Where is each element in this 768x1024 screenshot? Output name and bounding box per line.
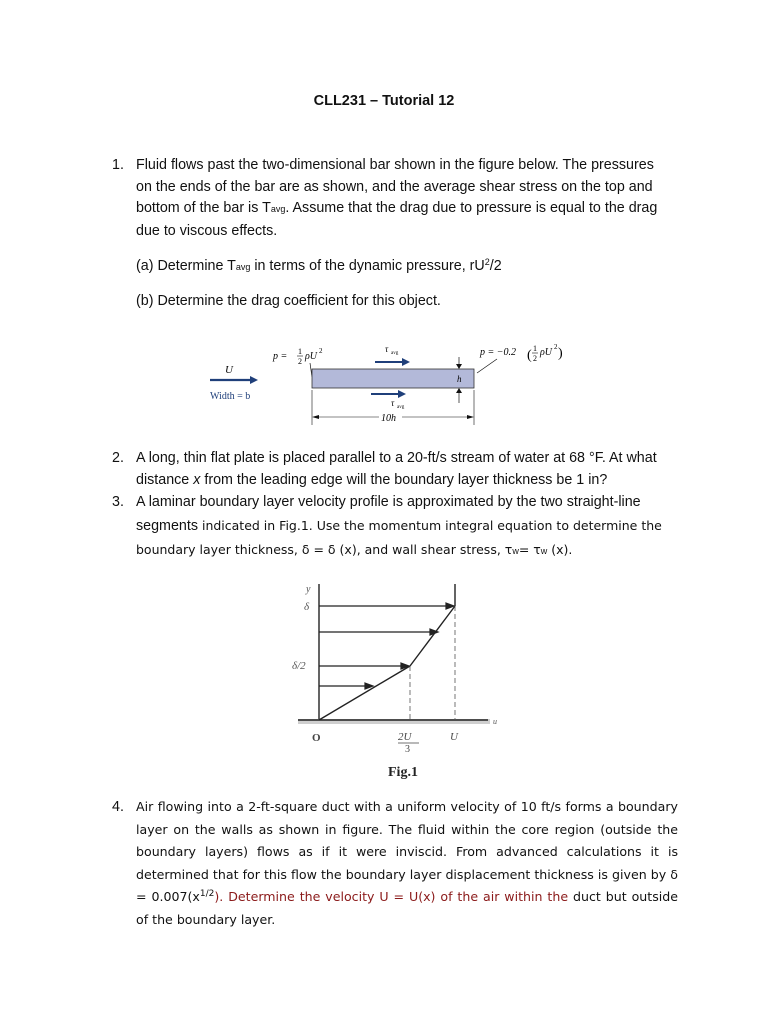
label-u: U [225,364,233,376]
label-10h: 10h [381,413,396,424]
svg-text:): ) [558,346,563,361]
label-tau-bottom: τ [391,398,395,408]
frac-num: 1 [533,344,537,353]
question-text [136,490,672,563]
text-segment: A laminar boundary layer velocity profile is approximated by the two straight-line segments [136,494,641,534]
text-segment: duct but outside of the boundary layer. [136,889,678,927]
frac-den: 2 [298,357,302,366]
superscript: 2 [554,343,558,351]
subscript: w [540,546,548,556]
subscript: avg [391,351,399,356]
text-segment: Fluid flows past the two-dimensional bar shown in the figure below. The pressures on the ends of the bar are as shown, and the average shear stress on the top and bottom of the bar is T [136,157,654,216]
question-1 [112,155,672,242]
text-segment: . Assume that the drag due to pressure is equal to the drag due to viscous effects. [136,200,658,239]
bar-figure [195,335,570,430]
label-p-left: p = [273,351,288,362]
question-text [136,796,678,931]
text-segment: indicated in Fig.1. Use the momentum integral equation to determine the boundary layer thickness, δ = δ (x), and wall shear stress, τ [136,518,662,557]
superscript: 2 [484,257,490,267]
question-1-part-b: (b) Determine the drag coefficient for this object. [136,293,441,309]
svg-text:(: ( [527,348,532,363]
frac-num: 1 [298,347,302,356]
page-title: CLL231 – Tutorial 12 [313,93,455,109]
text-segment: = τ [518,542,541,557]
question-3 [112,490,672,563]
label-p-right: p = −0.2 [480,347,516,358]
label-delta: δ [304,601,310,613]
question-4 [112,796,678,931]
label-rho-u2: ρU [540,347,553,358]
question-2 [112,448,672,491]
text-segment: Air flowing into a 2-ft-square duct with a uniform velocity of 10 ft/s forms a boundary layer on the walls as shown in figure. The fluid within the core region (outside the boundary layers) flows as if it were inviscid. From advanced calculations it is determined that for this flow the boundary layer displacement thickness is given by δ = 0.007(x [136,799,678,904]
label-origin: O [312,732,321,744]
text-segment: from the leading edge will the boundary layer thickness be 1 in? [200,471,608,488]
subscript: avg [235,262,251,272]
text-segment-red: ). Determine the velocity U = U(x) of the air within the [214,889,569,904]
question-number: 4. [112,799,124,815]
subscript: w [512,546,519,556]
label-h: h [457,374,462,384]
label-tau-top: τ [385,344,389,354]
question-1-part-a [136,258,502,274]
superscript: 1/2 [199,889,215,899]
question-number: 2. [112,450,124,466]
label-U: U [450,731,458,743]
text-segment: /2 [489,258,502,274]
text-segment: in terms of the dynamic pressure, rU [250,258,485,274]
subscript: avg [270,204,286,214]
bar [312,369,474,388]
text-segment: A long, thin flat plate is placed parallel to a 20-ft/s stream of water at 68 °F. At what distance [136,450,657,488]
figure-caption: Fig.1 [388,765,418,780]
text-segment: (a) Determine T [136,258,236,274]
label-2u: 2U [398,731,412,743]
superscript: 2 [319,347,323,355]
frac-den: 2 [533,354,537,363]
subscript: avg [397,405,405,410]
question-number: 3. [112,494,124,510]
question-text [136,448,672,491]
velocity-profile-figure [280,578,510,783]
label-rho-u2: ρU [305,351,318,362]
label-u-axis: u [493,717,497,726]
label-y: y [306,584,311,595]
text-segment: (x). [547,542,573,557]
label-width: Width = b [210,391,251,402]
label-delta-half: δ/2 [292,660,306,672]
question-number: 1. [112,157,124,173]
text-italic: x [193,471,201,488]
label-3: 3 [405,744,410,755]
question-text [136,155,672,242]
